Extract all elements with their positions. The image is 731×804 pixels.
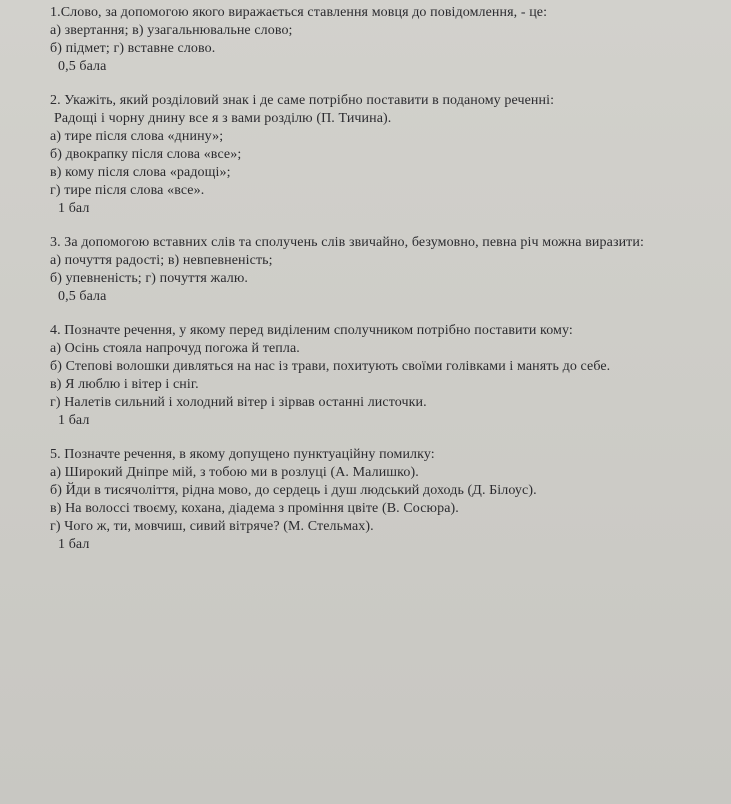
question-4-option-4: г) Налетів сильний і холодний вітер і зірвав останні листочки. (50, 395, 427, 410)
question-3-option-1: а) почуття радості; в) невпевненість; (50, 253, 273, 268)
question-5-option-3: в) На волоссі твоєму, кохана, діадема з проміння цвіте (В. Сосюра). (50, 501, 459, 516)
question-2-option-2: б) двокрапку після слова «все»; (50, 147, 242, 162)
question-3 (50, 234, 717, 306)
question-1-score: 0,5 бала (58, 59, 107, 74)
question-4-option-2: б) Степові волошки дивляться на нас із трави, похитують своїми голівками і манять до себе. (50, 359, 611, 374)
test-document (50, 4, 717, 570)
question-2-option-1: а) тире після слова «днину»; (50, 129, 224, 144)
question-2-score: 1 бал (58, 201, 90, 216)
question-2-option-3: в) кому після слова «радощі»; (50, 165, 231, 180)
question-1 (50, 4, 717, 76)
question-1-option-1: а) звертання; в) узагальнювальне слово; (50, 23, 293, 38)
question-5-score: 1 бал (58, 537, 90, 552)
question-4-score: 1 бал (58, 413, 90, 428)
question-2-stem: 2. Укажіть, який розділовий знак і де саме потрібно поставити в поданому реченні: (50, 93, 555, 108)
question-3-option-2: б) упевненість; г) почуття жалю. (50, 271, 249, 286)
question-4-option-1: а) Осінь стояла напрочуд погожа й тепла. (50, 341, 300, 356)
question-2 (50, 92, 717, 218)
question-4-option-3: в) Я люблю і вітер і сніг. (50, 377, 199, 392)
question-5 (50, 446, 717, 554)
question-2-option-4: г) тире після слова «все». (50, 183, 205, 198)
question-5-option-4: г) Чого ж, ти, мовчиш, сивий вітряче? (М. Стельмах). (50, 519, 374, 534)
question-4 (50, 322, 717, 430)
question-1-option-2: б) підмет; г) вставне слово. (50, 41, 216, 56)
question-2-sentence: Радощі і чорну днину все я з вами розділю (П. Тичина). (54, 111, 392, 126)
question-3-stem: 3. За допомогою вставних слів та сполучень слів звичайно, безумовно, певна річ можна виразити: (50, 235, 644, 250)
question-5-stem: 5. Позначте речення, в якому допущено пунктуаційну помилку: (50, 447, 435, 462)
question-5-option-2: б) Йди в тисячоліття, рідна мово, до сердець і душ людський доходь (Д. Білоус). (50, 483, 537, 498)
question-3-score: 0,5 бала (58, 289, 107, 304)
question-1-stem: 1.Слово, за допомогою якого виражається ставлення мовця до повідомлення, - це: (50, 5, 548, 20)
question-5-option-1: а) Широкий Дніпре мій, з тобою ми в розлуці (А. Малишко). (50, 465, 419, 480)
question-4-stem: 4. Позначте речення, у якому перед виділеним сполучником потрібно поставити кому: (50, 323, 573, 338)
